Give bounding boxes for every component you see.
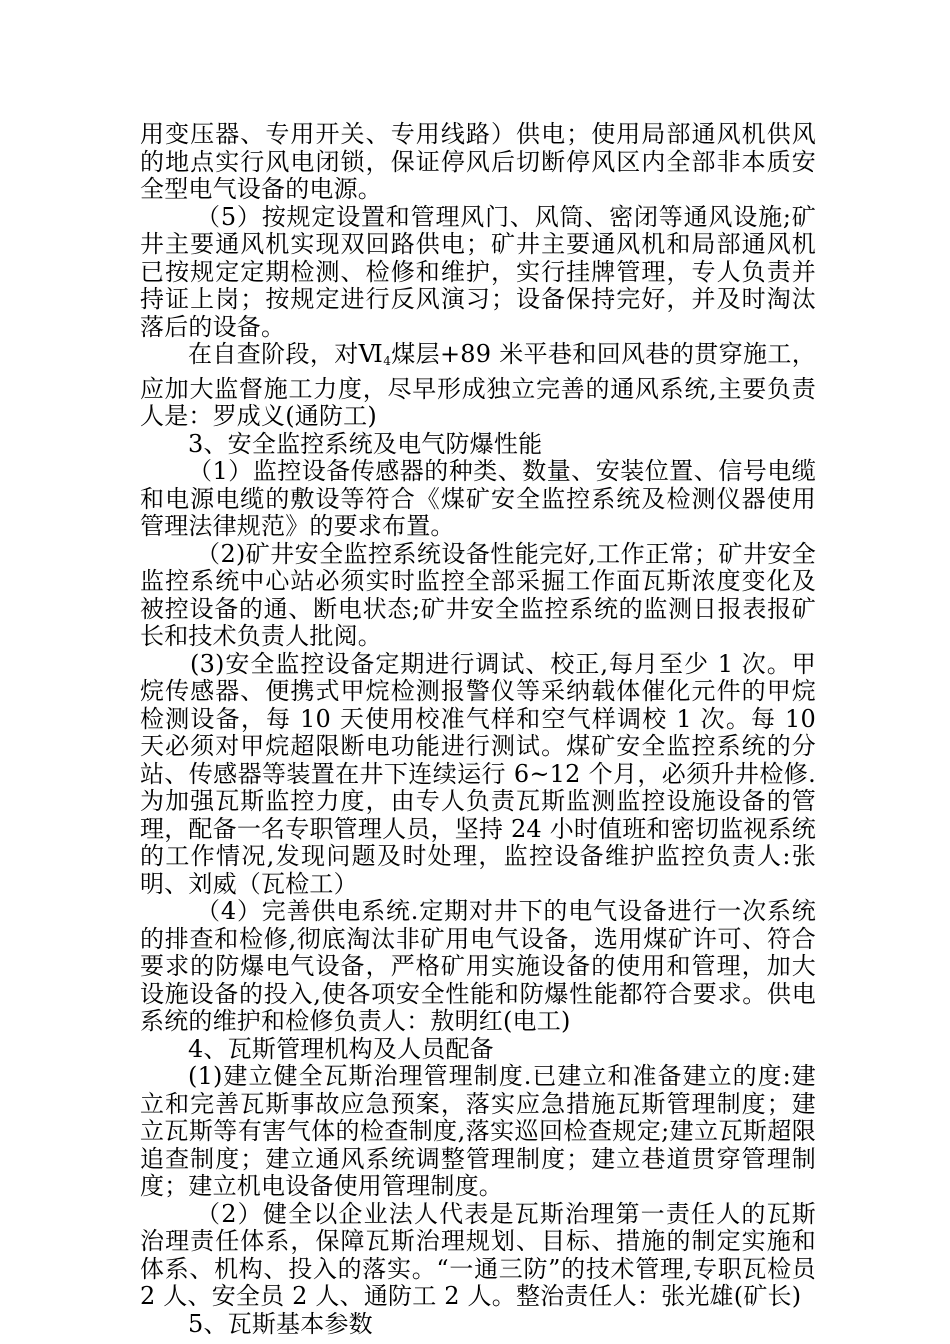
paragraph-monitoring-sensors: （1）监控设备传感器的种类、数量、安装位置、信号电缆和电源电缆的敷设等符合《煤矿安全监控系统及检测仪器使用管理法律规范》的要求布置。	[140, 457, 816, 540]
document-body	[140, 121, 816, 1338]
paragraph-monitoring-calibration: (3)安全监控设备定期进行调试、校正,每月至少 1 次。甲烷传感器、便携式甲烷检测报警仪等采纳载体催化元件的甲烷检测设备，每 10 天使用校准气样和空气样调校 1 次。每 10 天必须对甲烷超限断电功能进行测试。煤矿安全监控系统的分站、传感器等装置在井下连续运行 6~12 个月，必须升井检修.为加强瓦斯监控力度，由专人负责瓦斯监测监控设施设备的管理，配备一名专职管理人员，坚持 24 小时值班和密切监视系统的工作情况,发现问题及时处理，监控设备维护监控负责人:张明、刘威（瓦检工）	[140, 649, 816, 898]
paragraph-monitoring-performance: （2)矿井安全监控系统设备性能完好,工作正常；矿井安全监控系统中心站必须实时监控全部采掘工作面瓦斯浓度变化及被控设备的通、断电状态;矿井安全监控系统的监测日报表报矿长和技术负责人批阅。	[140, 539, 816, 650]
paragraph-self-inspection	[140, 341, 816, 431]
paragraph-ventilation-facilities: （5）按规定设置和管理风门、风筒、密闭等通风设施;矿井主要通风机实现双回路供电；矿井主要通风机和局部通风机已按规定定期检测、检修和维护，实行挂牌管理，专人负责并持证上岗；按规定进行反风演习；设备保持完好，并及时淘汰落后的设备。	[140, 202, 816, 341]
paragraph-gas-management-rules: (1)建立健全瓦斯治理管理制度.已建立和准备建立的度:建立和完善瓦斯事故应急预案，落实应急措施瓦斯管理制度；建立瓦斯等有害气体的检查制度,落实巡回检查规定;建立瓦斯超限追查制度；建立通风系统调整管理制度；建立巷道贯穿管理制度；建立机电设备使用管理制度。	[140, 1062, 816, 1200]
section-heading-4: 4、瓦斯管理机构及人员配备	[188, 1034, 494, 1063]
section-heading-5: 5、瓦斯基本参数	[188, 1309, 373, 1338]
paragraph-power-system: （4）完善供电系统.定期对井下的电气设备进行一次系统的排查和检修,彻底淘汰非矿用电气设备，选用煤矿许可、符合要求的防爆电气设备，严格矿用实施设备的使用和管理，加大设施设备的投入,使各项安全性能和防爆性能都符合要求。供电系统的维护和检修负责人：敖明红(电工)	[140, 897, 816, 1035]
paragraph-gas-responsibility: （2）健全以企业法人代表是瓦斯治理第一责任人的瓦斯治理责任体系，保障瓦斯治理规划、目标、措施的制定实施和体系、机构、投入的落实。“一通三防”的技术管理,专职瓦检员 2 人、安全员 2 人、通防工 2 人。整治责任人：张光雄(矿长)	[140, 1199, 816, 1310]
paragraph-power-supply: 用变压器、专用开关、专用线路）供电；使用局部通风机供风的地点实行风电闭锁，保证停风后切断停风区内全部非本质安全型电气设备的电源。	[140, 120, 816, 203]
self-inspection-text-end: 煤层+89 米平巷和回风巷的贯穿施工，应加大监督施工力度，尽早形成独立完善的通风系统,主要负责人是：罗成义(通防工)	[140, 340, 816, 430]
section-heading-3: 3、安全监控系统及电气防爆性能	[188, 429, 543, 458]
coal-seam-subscript: 4	[383, 354, 392, 368]
self-inspection-text-start: 在自查阶段，对Ⅵ	[188, 340, 384, 368]
